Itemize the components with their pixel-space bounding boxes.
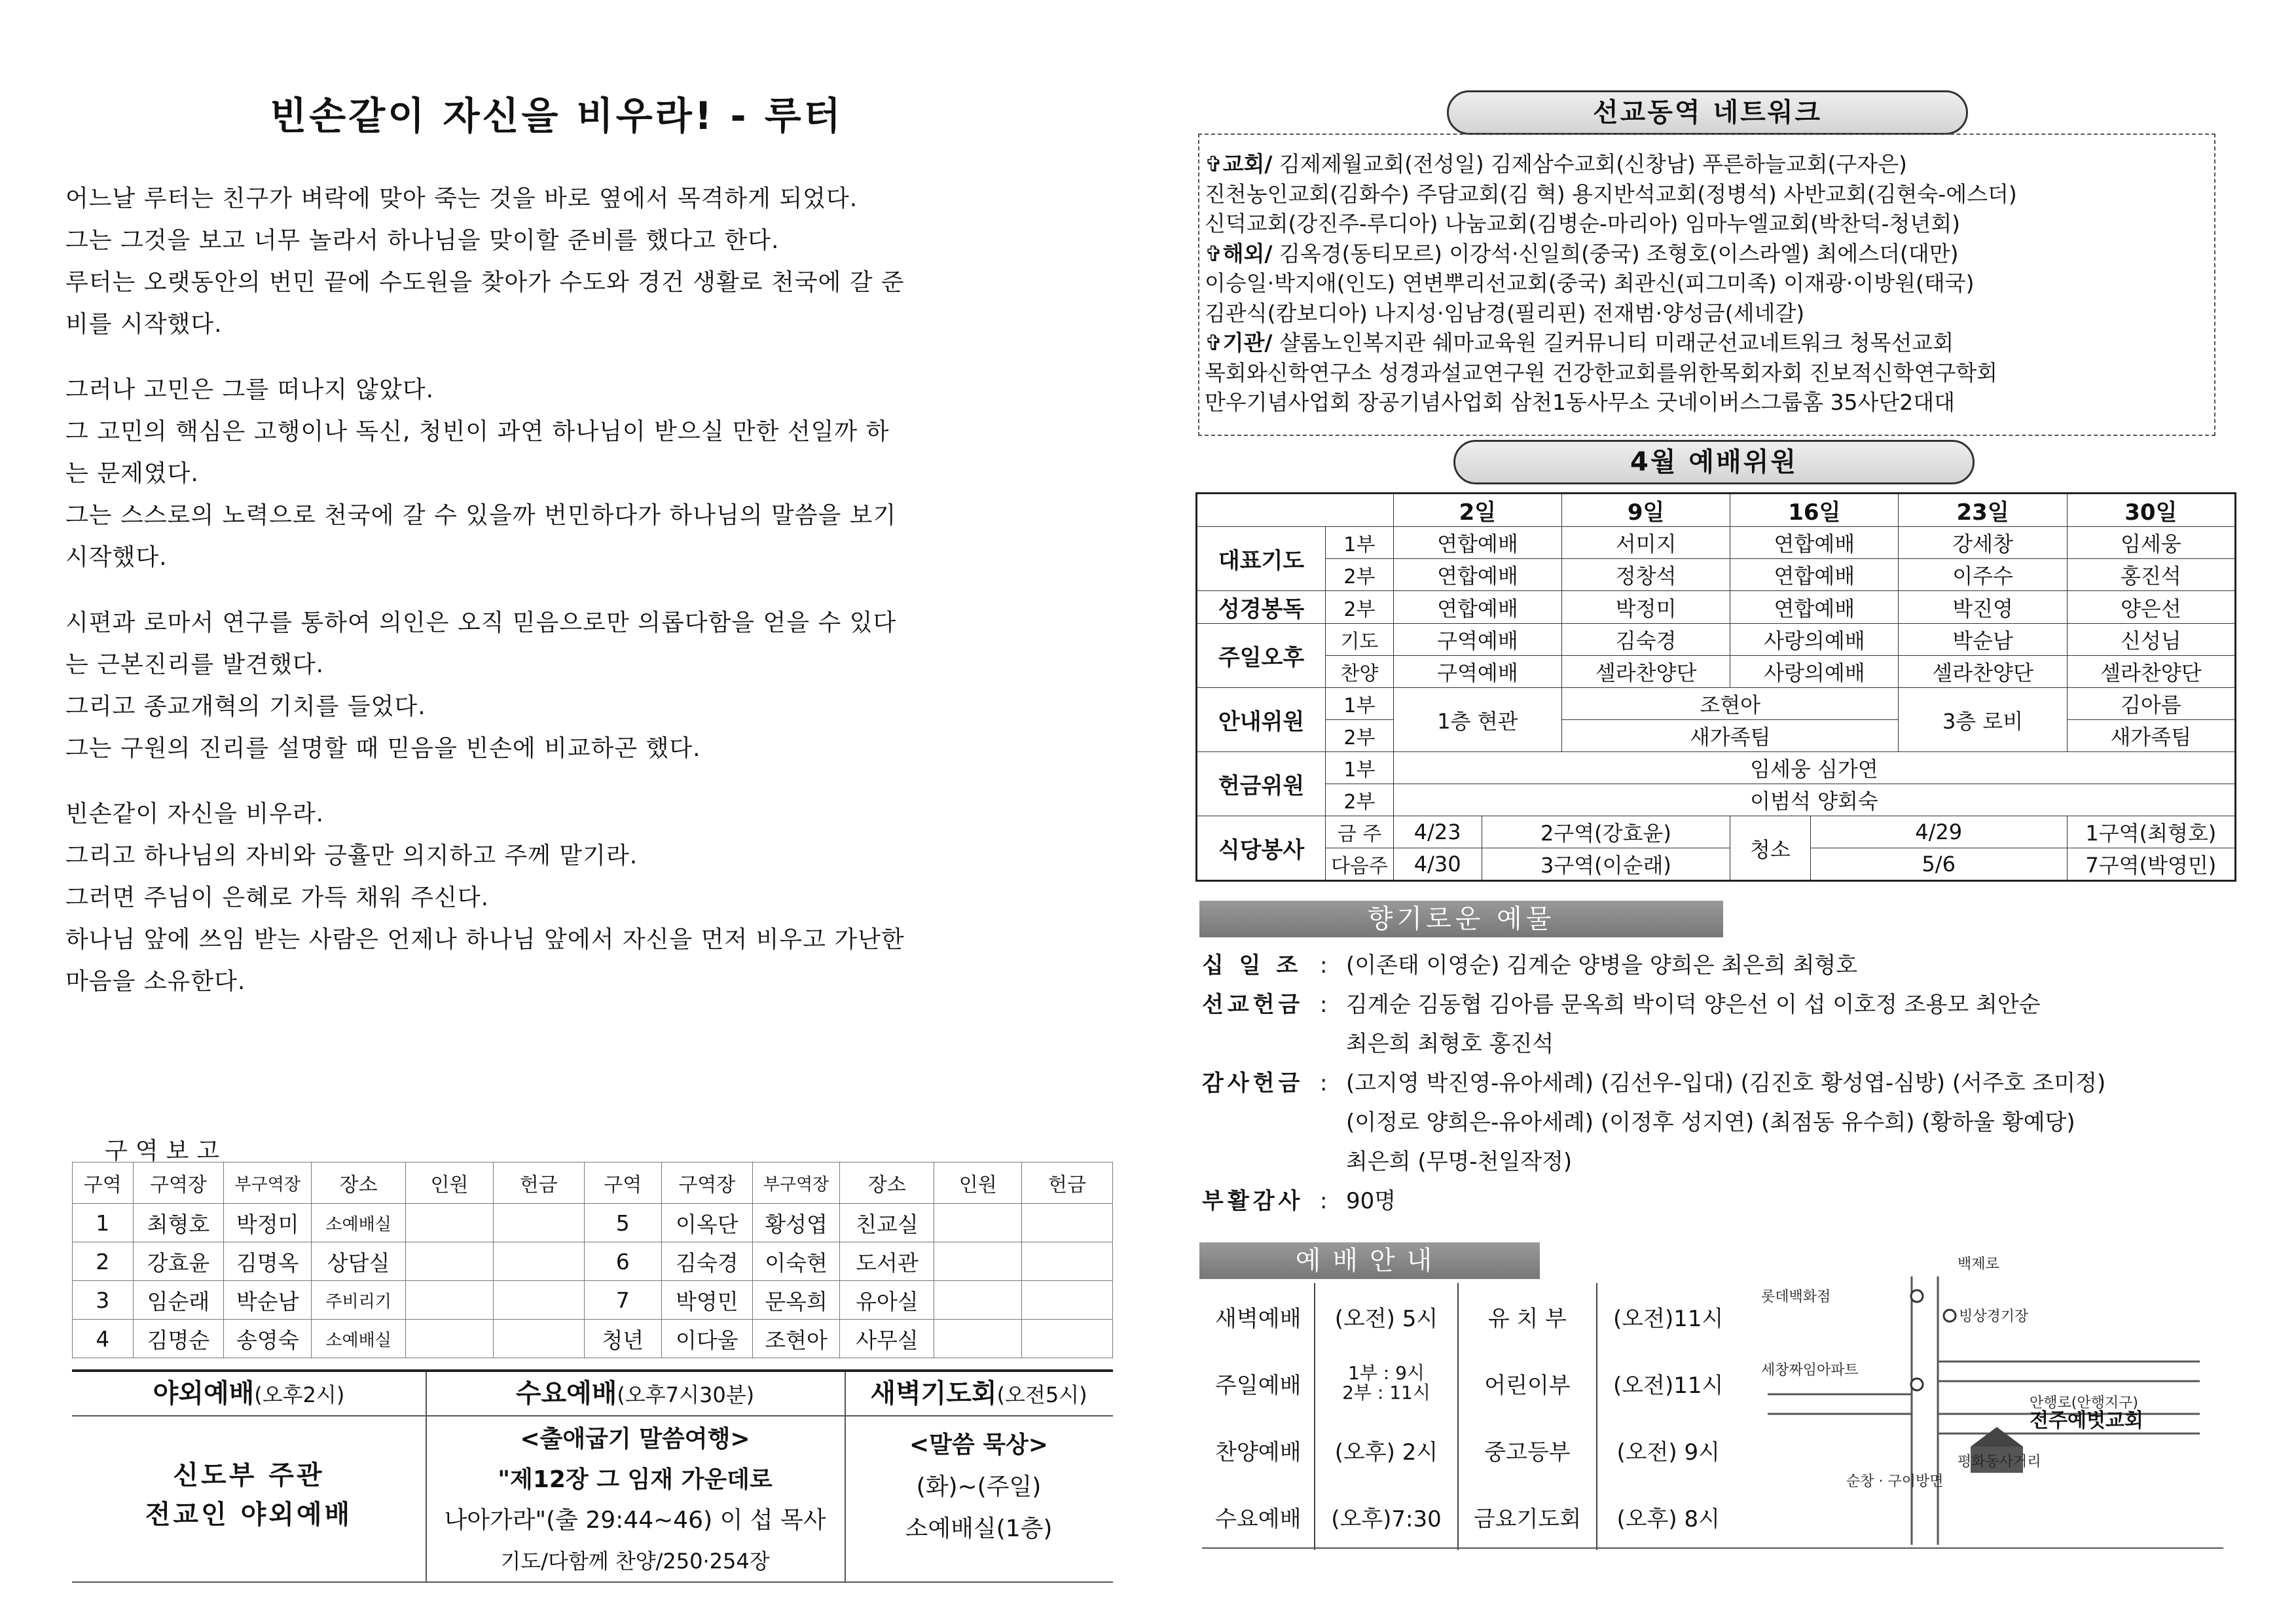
bottom-schedule-box xyxy=(72,1369,1113,1583)
offering-separator: : xyxy=(1320,992,1328,1018)
cell: 연합예배 xyxy=(1730,559,1899,591)
cell: 박진영 xyxy=(1899,591,2067,624)
group-report-cell: 강효윤 xyxy=(133,1242,224,1281)
article-title: 빈손같이 자신을 비우라! - 루터 xyxy=(270,94,843,138)
cell: 셀라찬양단 xyxy=(1562,656,1730,688)
network-entries: 샬롬노인복지관 쉐마교육원 길커뮤니티 미래군선교네트워크 청목선교회 xyxy=(1272,330,1954,355)
network-entries: 신덕교회(강진주-루디아) 나눔교회(김병순-마리아) 임마누엘교회(박찬덕-청년회) xyxy=(1205,211,1961,236)
cell: 4/29 xyxy=(1810,816,2067,848)
cell: 구역예배 xyxy=(1393,656,1561,688)
group-report-cell: 김명옥 xyxy=(224,1242,312,1281)
network-line xyxy=(1205,268,2017,298)
cell: 연합예배 xyxy=(1730,591,1899,624)
worship-committee-table xyxy=(1195,492,2236,882)
cell: 연합예배 xyxy=(1730,527,1899,559)
group-report-cell: 송영숙 xyxy=(224,1320,312,1358)
group-report-cell xyxy=(934,1242,1022,1281)
group-report-header: 인원 xyxy=(934,1163,1022,1204)
part-label: 2부 xyxy=(1326,591,1394,624)
group-report-cell: 사무실 xyxy=(840,1320,934,1358)
service-title: 예배안내 xyxy=(1199,1242,1540,1279)
article-line: 어느날 루터는 친구가 벼락에 맞아 죽는 것을 바로 옆에서 목격하게 되었다. xyxy=(65,185,858,212)
cell: 박순남 xyxy=(1899,624,2067,656)
guide-label: 안내위원 xyxy=(1197,688,1326,752)
outdoor-line-1: 신도부 주관 xyxy=(173,1460,325,1490)
group-report-header: 헌금 xyxy=(493,1163,584,1204)
group-report-cell: 황성엽 xyxy=(752,1204,840,1242)
group-report-cell: 이숙현 xyxy=(752,1242,840,1281)
article-line: 그 고민의 핵심은 고행이나 독신, 청빈이 과연 하나님이 받으실 만한 선일까 하 xyxy=(65,418,890,445)
afternoon-label: 주일오후 xyxy=(1197,624,1326,688)
cell: 정창석 xyxy=(1562,559,1730,591)
daepyo-row-2 xyxy=(1197,559,2236,591)
service-time: (오후)7:30 xyxy=(1315,1483,1457,1550)
network-entries: 김제제월교회(전성일) 김제삼수교회(신창남) 푸른하늘교회(구자은) xyxy=(1272,151,1907,177)
service-time: (오전)11시 xyxy=(1613,1372,1724,1399)
article-line: 그러나 고민은 그를 떠나지 않았다. xyxy=(65,376,435,403)
date-5: 30일 xyxy=(2067,494,2235,527)
map-label-apt: 세창짜임아파트 xyxy=(1761,1362,1859,1379)
church-map xyxy=(1741,1250,2213,1558)
group-report-header: 장소 xyxy=(840,1163,934,1204)
cell: 연합예배 xyxy=(1393,559,1561,591)
network-category: ✞교회/ xyxy=(1205,151,1273,177)
dawn-prayer xyxy=(845,1372,1113,1581)
service-row xyxy=(1202,1350,1739,1416)
cell: 4/30 xyxy=(1393,848,1482,881)
group-report-header: 구역장 xyxy=(133,1163,224,1204)
offering-line xyxy=(1202,1142,2105,1182)
offering-line xyxy=(1202,1064,2105,1103)
article-line: 하나님 앞에 쓰임 받는 사람은 언제나 하나님 앞에서 자신을 먼저 비우고 가난한 xyxy=(65,926,905,953)
network-entries: 진천농인교회(김화수) 주담교회(김 혁) 용지반석교회(정병석) 사반교회(김현숙-에스더) xyxy=(1205,181,2017,207)
group-report-cell: 임순래 xyxy=(133,1281,224,1320)
service-time: (오전) 9시 xyxy=(1616,1439,1720,1466)
dawn-time: (오전5시) xyxy=(996,1382,1087,1407)
dawn-line-2: (화)~(주일) xyxy=(916,1473,1042,1500)
cell: 5/6 xyxy=(1810,848,2067,881)
group-report-cell: 박순남 xyxy=(224,1281,312,1320)
offering-line xyxy=(1202,1024,2105,1064)
guide-row-1 xyxy=(1197,688,2236,720)
map-label-church: 전주예벗교회 xyxy=(2030,1409,2143,1432)
cell: 강세창 xyxy=(1899,527,2067,559)
wed-line-2: "제12장 그 임재 가운데로 xyxy=(498,1466,773,1493)
offering-names: 최은희 최형호 홍진석 xyxy=(1346,1031,1554,1057)
wednesday-worship xyxy=(426,1372,846,1581)
network-line xyxy=(1205,388,2017,418)
wed-time: (오후7시30분) xyxy=(617,1382,755,1407)
service-time: (오전)11시 xyxy=(1613,1305,1724,1332)
service-time xyxy=(1315,1350,1457,1416)
group-report-cell: 4 xyxy=(73,1320,134,1358)
service-name: 새벽예배 xyxy=(1202,1283,1315,1350)
article-line: 는 근본진리를 발견했다. xyxy=(65,651,325,678)
group-report-header: 장소 xyxy=(312,1163,406,1204)
afternoon-row-1 xyxy=(1197,624,2236,656)
network-list xyxy=(1205,149,2017,418)
group-report-cell: 소예배실 xyxy=(312,1204,406,1242)
group-report-cell xyxy=(934,1320,1022,1358)
offerings-list xyxy=(1202,946,2105,1221)
outdoor-line-2: 전교인 야외예배 xyxy=(145,1500,353,1530)
group-report-cell: 이옥단 xyxy=(661,1204,752,1242)
group-report-cell xyxy=(1022,1242,1113,1281)
date-2: 9일 xyxy=(1562,494,1730,527)
offering-key: 십 일 조 xyxy=(1202,952,1302,979)
dining-row-1 xyxy=(1197,816,2236,848)
cell: 4/23 xyxy=(1393,816,1482,848)
cell: 김아름 xyxy=(2067,688,2235,720)
group-report-cell xyxy=(406,1281,494,1320)
group-report-cell: 박정미 xyxy=(224,1204,312,1242)
dawn-title: 새벽기도회 xyxy=(870,1379,997,1409)
cell: 이주수 xyxy=(1899,559,2067,591)
group-report-cell xyxy=(934,1281,1022,1320)
outdoor-title: 야외예배 xyxy=(153,1379,255,1409)
group-report-title: 구역보고 xyxy=(105,1138,228,1164)
network-line xyxy=(1205,149,2017,179)
article-line: 마음을 소유한다. xyxy=(65,968,246,995)
dawn-line-1: <말씀 묵상> xyxy=(909,1432,1048,1458)
map-label-baekje: 백제로 xyxy=(1958,1256,1999,1272)
group-report-cell: 조현아 xyxy=(752,1320,840,1358)
offering-line xyxy=(1202,946,2105,985)
part-label: 찬양 xyxy=(1326,656,1394,688)
service-table xyxy=(1202,1283,1739,1550)
offering-names: 최은희 (무명-천일작정) xyxy=(1346,1149,1573,1175)
offering-separator: : xyxy=(1320,952,1328,979)
worship-committee-title: 4월 예배위원 xyxy=(1453,440,1975,484)
cell: 7구역(박영민) xyxy=(2067,848,2235,881)
article-line: 비를 시작했다. xyxy=(65,311,223,338)
cell: 홍진석 xyxy=(2067,559,2235,591)
group-report-cell: 최형호 xyxy=(133,1204,224,1242)
dining-row-2 xyxy=(1197,848,2236,881)
cell: 임세웅 xyxy=(2067,527,2235,559)
map-label-direction: 순창 · 구이방면 xyxy=(1846,1473,1944,1490)
group-report-cell: 김숙경 xyxy=(661,1242,752,1281)
cell: 3층 로비 xyxy=(1899,688,2067,752)
group-report-header: 인원 xyxy=(406,1163,494,1204)
offering-separator: : xyxy=(1320,1070,1328,1096)
offering-separator: : xyxy=(1320,1188,1328,1214)
group-report-cell: 박영민 xyxy=(661,1281,752,1320)
group-report-cell xyxy=(406,1242,494,1281)
group-report-cell xyxy=(493,1281,584,1320)
network-category: ✞해외/ xyxy=(1205,240,1273,266)
cell: 셀라찬양단 xyxy=(1899,656,2067,688)
wed-line-1: <출애굽기 말씀여행> xyxy=(520,1426,750,1453)
cell: 청소 xyxy=(1730,816,1810,881)
service-time: (오후) 2시 xyxy=(1315,1416,1457,1483)
group-report-header: 헌금 xyxy=(1022,1163,1113,1204)
cell: 새가족팀 xyxy=(1562,720,1899,752)
cell: 1층 현관 xyxy=(1393,688,1561,752)
part-label: 1부 xyxy=(1326,527,1394,559)
part-label: 기도 xyxy=(1326,624,1394,656)
service-name: 어린이부 xyxy=(1458,1350,1597,1416)
cell: 박정미 xyxy=(1562,591,1730,624)
network-line xyxy=(1205,298,2017,329)
network-entries: 만우기념사업회 장공기념사업회 삼천1동사무소 굿네이버스그룹홈 35사단2대대 xyxy=(1205,389,1956,415)
cell: 조현아 xyxy=(1562,688,1899,720)
offering-key: 부활감사 xyxy=(1202,1188,1304,1214)
network-title: 선교동역 네트워크 xyxy=(1447,90,1968,135)
cell: 연합예배 xyxy=(1393,527,1561,559)
wed-line-3: 나아가라"(출 29:44~46) 이 섭 목사 xyxy=(444,1507,826,1534)
article-line: 그는 스스로의 노력으로 천국에 갈 수 있을까 번민하다가 하나님의 말씀을 보기 xyxy=(65,502,897,529)
cell: 구역예배 xyxy=(1393,624,1561,656)
group-report-cell: 친교실 xyxy=(840,1204,934,1242)
part-label: 1부 xyxy=(1326,752,1394,784)
date-1: 2일 xyxy=(1393,494,1561,527)
daepyo-label: 대표기도 xyxy=(1197,527,1326,591)
bible-label: 성경봉독 xyxy=(1197,591,1326,624)
cell: 셀라찬양단 xyxy=(2067,656,2235,688)
group-report-cell xyxy=(406,1320,494,1358)
cell: 사랑의예배 xyxy=(1730,656,1899,688)
group-report-cell: 7 xyxy=(584,1281,661,1320)
article-line: 시편과 로마서 연구를 통하여 의인은 오직 믿음으로만 의롭다함을 얻을 수 있다 xyxy=(65,609,897,636)
offering-line xyxy=(1202,1103,2105,1142)
outdoor-time: (오후2시) xyxy=(254,1382,345,1407)
part-label: 금 주 xyxy=(1326,816,1394,848)
offering-line xyxy=(1202,985,2105,1024)
article-line: 루터는 오랫동안의 번민 끝에 수도원을 찾아가 수도와 경건 생활로 천국에 갈 준 xyxy=(65,269,905,296)
group-report-cell: 상담실 xyxy=(312,1242,406,1281)
group-report-cell: 3 xyxy=(73,1281,134,1320)
article-paragraph xyxy=(65,178,1100,346)
map-label-crossroad: 평화동사거리 xyxy=(1958,1454,2041,1470)
group-report-cell: 1 xyxy=(73,1204,134,1242)
date-4: 23일 xyxy=(1899,494,2067,527)
network-line xyxy=(1205,328,2017,358)
article-line: 그는 그것을 보고 너무 놀라서 하나님을 맞이할 준비를 했다고 한다. xyxy=(65,227,780,254)
group-report-row xyxy=(73,1281,1113,1320)
article-line: 그는 구원의 진리를 설명할 때 믿음을 빈손에 비교하곤 했다. xyxy=(65,735,701,762)
offering-row-1 xyxy=(1197,752,2236,784)
article-paragraph xyxy=(65,602,1100,770)
cell: 연합예배 xyxy=(1393,591,1561,624)
cell: 서미지 xyxy=(1562,527,1730,559)
cell: 김숙경 xyxy=(1562,624,1730,656)
group-report-cell: 청년 xyxy=(584,1320,661,1358)
service-name: 금요기도회 xyxy=(1458,1483,1597,1550)
cell: 신성님 xyxy=(2067,624,2235,656)
group-report-cell xyxy=(1022,1281,1113,1320)
offering-line xyxy=(1202,1182,2105,1221)
offering-key: 감사헌금 xyxy=(1202,1070,1304,1096)
group-report-table xyxy=(72,1162,1113,1358)
offering-row-2 xyxy=(1197,784,2236,816)
service-time-part: 2부 : 11시 xyxy=(1342,1382,1430,1403)
service-row xyxy=(1202,1416,1739,1483)
cell: 사랑의예배 xyxy=(1730,624,1899,656)
offering-names: 김계순 김동협 김아름 문옥희 박이덕 양은선 이 섭 이호정 조용모 최안순 xyxy=(1346,992,2041,1018)
cell: 양은선 xyxy=(2067,591,2235,624)
cell: 1구역(최형호) xyxy=(2067,816,2235,848)
group-report-header: 구역 xyxy=(584,1163,661,1204)
outdoor-worship xyxy=(72,1372,427,1581)
article-body xyxy=(65,178,1100,1026)
wed-line-4: 기도/다함께 찬양/250·254장 xyxy=(500,1549,770,1574)
offering-names: (이정로 양희은-유아세례) (이정후 성지연) (최점동 유수희) (황하울 황예당) xyxy=(1346,1110,2075,1136)
group-report-cell xyxy=(406,1204,494,1242)
group-report-cell xyxy=(493,1320,584,1358)
group-report-cell: 문옥희 xyxy=(752,1281,840,1320)
cell: 3구역(이순래) xyxy=(1482,848,1730,881)
map-label-road: 안행로(안행지구) xyxy=(2030,1395,2138,1411)
network-entries: 이승일·박지애(인도) 연변뿌리선교회(중국) 최관신(피그미족) 이재광·이방원(태국) xyxy=(1205,270,1975,296)
date-3: 16일 xyxy=(1730,494,1899,527)
group-report-header: 부구역장 xyxy=(752,1163,840,1204)
group-report-cell: 5 xyxy=(584,1204,661,1242)
part-label: 다음주 xyxy=(1326,848,1394,881)
group-report-cell xyxy=(493,1242,584,1281)
dates-row xyxy=(1197,494,2236,527)
article-paragraph xyxy=(65,369,1100,579)
group-report-cell xyxy=(1022,1320,1113,1358)
group-report-cell xyxy=(1022,1204,1113,1242)
service-name: 유 치 부 xyxy=(1458,1283,1597,1350)
article-line: 그리고 종교개혁의 기치를 들었다. xyxy=(65,693,426,720)
network-entries: 목회와신학연구소 성경과설교연구원 건강한교회를위한목회자회 진보적신학연구학회 xyxy=(1205,359,1997,386)
network-line xyxy=(1205,179,2017,209)
part-label: 1부 xyxy=(1326,688,1394,720)
group-report-row xyxy=(73,1204,1113,1242)
service-time: (오후) 8시 xyxy=(1616,1506,1720,1532)
afternoon-row-2 xyxy=(1197,656,2236,688)
wed-title: 수요예배 xyxy=(515,1379,617,1409)
offering-names: 90명 xyxy=(1346,1188,1396,1214)
cell: 이범석 양회숙 xyxy=(1393,784,2235,816)
part-label: 2부 xyxy=(1326,784,1394,816)
group-report-cell: 2 xyxy=(73,1242,134,1281)
bible-row xyxy=(1197,591,2236,624)
map-label-rink: 빙상경기장 xyxy=(1959,1308,2029,1325)
network-line xyxy=(1205,358,2017,388)
article-line: 시작했다. xyxy=(65,544,168,571)
group-report-cell: 주비리기 xyxy=(312,1281,406,1320)
part-label: 2부 xyxy=(1326,559,1394,591)
group-report-cell xyxy=(493,1204,584,1242)
service-name: 중고등부 xyxy=(1458,1416,1597,1483)
article-paragraph xyxy=(65,793,1100,1003)
group-report-cell: 도서관 xyxy=(840,1242,934,1281)
cell: 새가족팀 xyxy=(2067,720,2235,752)
service-row xyxy=(1202,1283,1739,1350)
network-line xyxy=(1205,239,2017,269)
article-line: 는 문제였다. xyxy=(65,460,199,487)
service-row xyxy=(1202,1483,1739,1550)
network-category: ✞기관/ xyxy=(1205,330,1273,355)
group-report-cell: 유아실 xyxy=(840,1281,934,1320)
service-name: 수요예배 xyxy=(1202,1483,1315,1550)
cell: 2구역(강효윤) xyxy=(1482,816,1730,848)
group-report-cell: 이다울 xyxy=(661,1320,752,1358)
offerings-title: 향기로운 예물 xyxy=(1199,901,1723,937)
offering-names: (고지영 박진영-유아세례) (김선우-입대) (김진호 황성엽-심방) (서주호 조미정) xyxy=(1346,1070,2106,1096)
offering-names: (이존태 이영순) 김계순 양병을 양희은 최은희 최형호 xyxy=(1346,952,1858,979)
dawn-line-3: 소예배실(1층) xyxy=(905,1515,1053,1542)
dining-label: 식당봉사 xyxy=(1197,816,1326,881)
group-report-row xyxy=(73,1242,1113,1281)
group-report-cell: 6 xyxy=(584,1242,661,1281)
group-report-header: 부구역장 xyxy=(224,1163,312,1204)
part-label: 2부 xyxy=(1326,720,1394,752)
group-report-row xyxy=(73,1320,1113,1358)
cell: 임세웅 심가연 xyxy=(1393,752,2235,784)
service-time-part: 1부 : 9시 xyxy=(1348,1362,1425,1384)
article-line: 빈손같이 자신을 비우라. xyxy=(65,801,325,827)
service-name: 주일예배 xyxy=(1202,1350,1315,1416)
network-entries: 김관식(캄보디아) 나지성·임남경(필리핀) 전재범·양성금(세네갈) xyxy=(1205,300,1805,326)
service-name: 찬양예배 xyxy=(1202,1416,1315,1483)
article-line: 그리고 하나님의 자비와 긍휼만 의지하고 주께 맡기라. xyxy=(65,842,638,869)
group-report-header: 구역장 xyxy=(661,1163,752,1204)
map-label-lotte: 롯데백화점 xyxy=(1761,1289,1831,1305)
group-report-cell: 김명순 xyxy=(133,1320,224,1358)
offering-label: 헌금위원 xyxy=(1197,752,1326,816)
service-time: (오전) 5시 xyxy=(1315,1283,1457,1350)
group-report-cell: 소예배실 xyxy=(312,1320,406,1358)
network-line xyxy=(1205,209,2017,239)
guide-row-2 xyxy=(1197,720,2236,752)
group-report-cell xyxy=(934,1204,1022,1242)
article-line: 그러면 주님이 은혜로 가득 채워 주신다. xyxy=(65,884,490,911)
network-entries: 김옥경(동티모르) 이강석·신일희(중국) 조형호(이스라엘) 최에스더(대만) xyxy=(1272,240,1959,266)
group-report-header: 구역 xyxy=(73,1163,134,1204)
offering-key: 선교헌금 xyxy=(1202,992,1304,1018)
daepyo-row-1 xyxy=(1197,527,2236,559)
